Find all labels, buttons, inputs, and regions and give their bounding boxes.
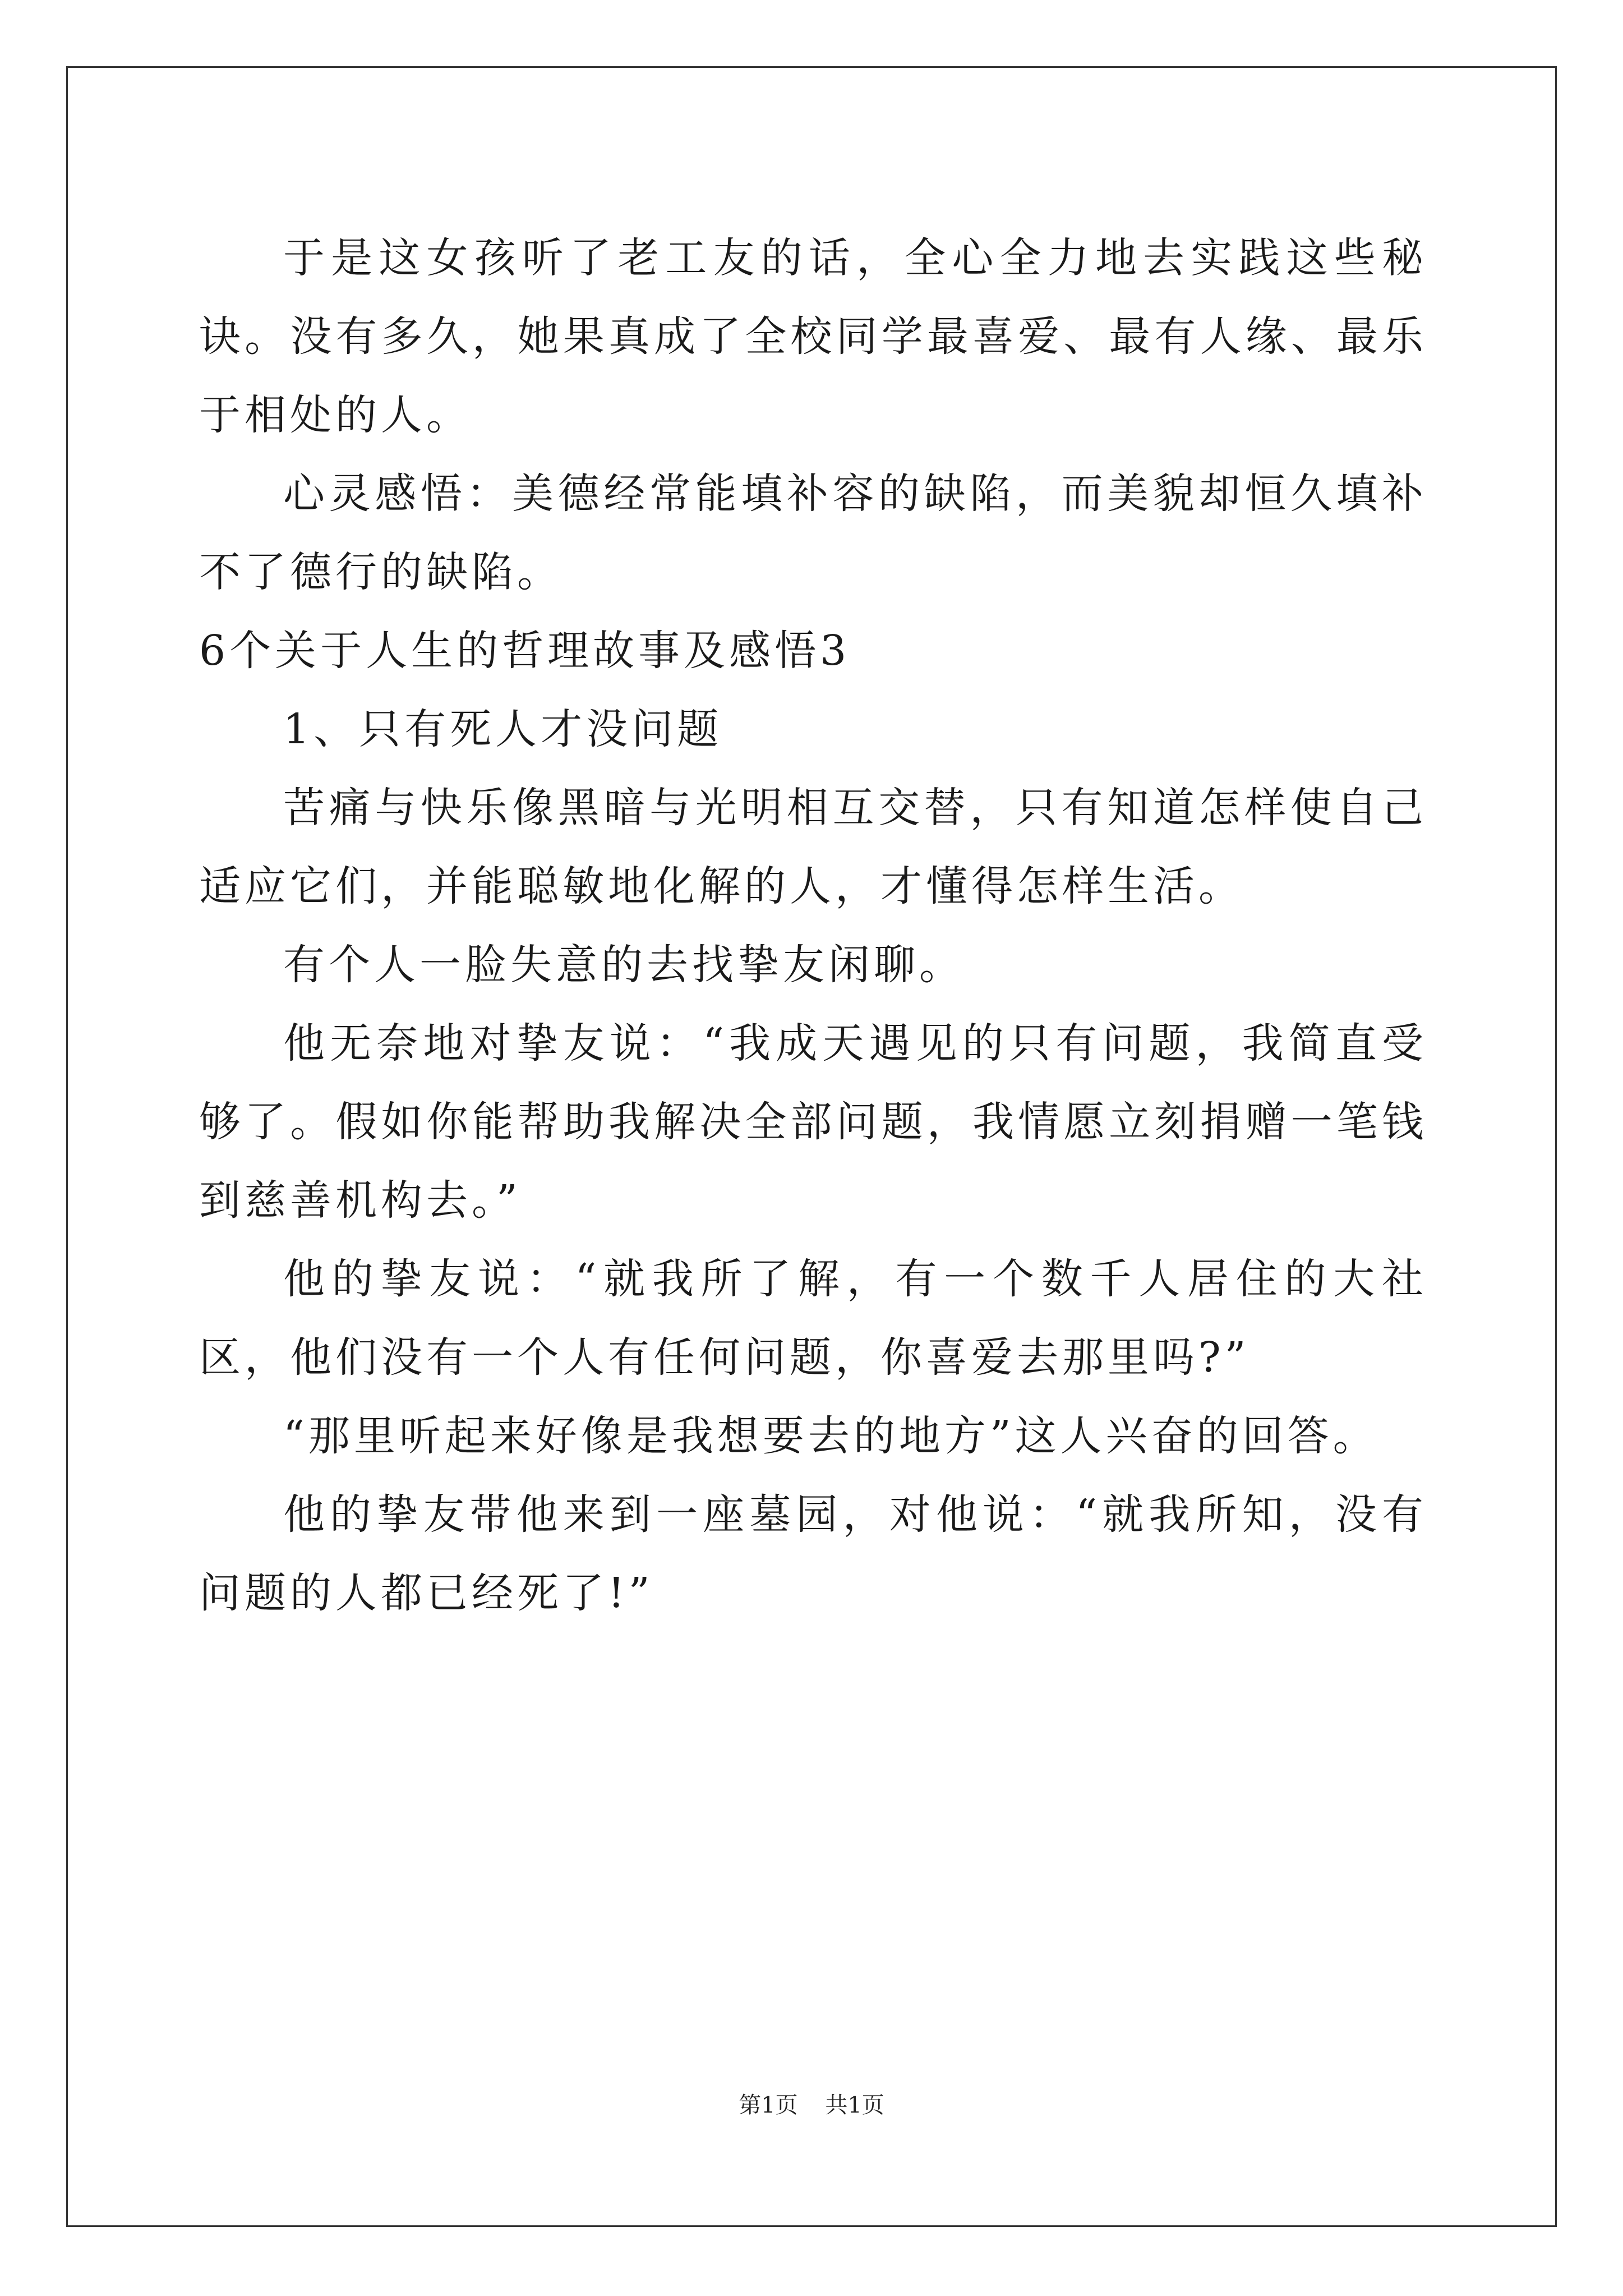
paragraph: 他无奈地对挚友说：“我成天遇见的只有问题，我简直受够了。假如你能帮助我解决全部问题，我情愿立刻捐赠一笔钱到慈善机构去。”: [199, 1019, 1427, 1225]
paragraph: 有个人一脸失意的去找挚友闲聊。: [283, 941, 965, 989]
section-heading: 6个关于人生的哲理故事及感悟3: [199, 627, 851, 675]
paragraph: 心灵感悟：美德经常能填补容的缺陷，而美貌却恒久填补不了德行的缺陷。: [199, 470, 1427, 596]
story-title: 1、只有死人才没问题: [283, 705, 723, 753]
page-footer: [0, 2091, 1623, 2119]
paragraph: 他的挚友说：“就我所了解，有一个数千人居住的大社区，他们没有一个人有任何问题，你喜爱去那里吗?”: [199, 1255, 1427, 1382]
paragraph: “那里听起来好像是我想要去的地方”这人兴奋的回答。: [283, 1412, 1378, 1460]
page-number-total: 共1页: [825, 2092, 884, 2118]
paragraph: 于是这女孩听了老工友的话，全心全力地去实践这些秘诀。没有多久，她果真成了全校同学最喜爱、最有人缘、最乐于相处的人。: [199, 234, 1427, 439]
paragraph: 苦痛与快乐像黑暗与光明相互交替，只有知道怎样使自己适应它们，并能聪敏地化解的人，才懂得怎样生活。: [199, 784, 1427, 910]
page-number-current: 第1页: [739, 2092, 798, 2118]
paragraph: 他的挚友带他来到一座墓园，对他说：“就我所知，没有问题的人都已经死了!”: [199, 1490, 1427, 1617]
document-body: [199, 219, 1427, 1632]
